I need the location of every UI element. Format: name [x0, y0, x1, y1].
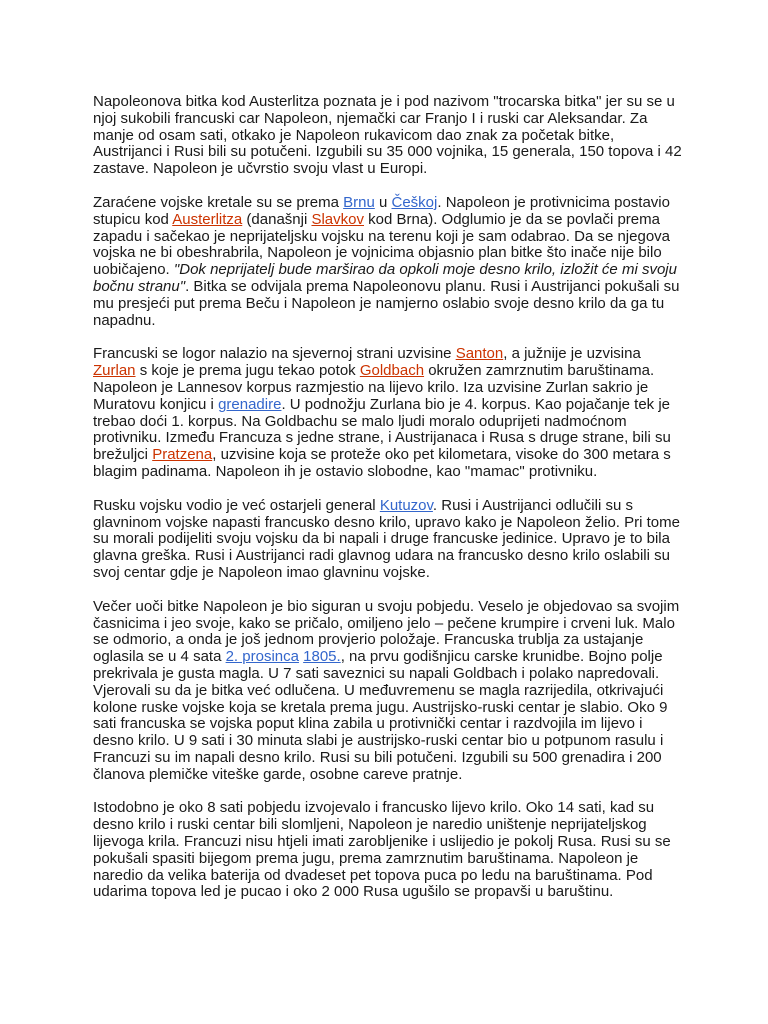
link-santon[interactable]: Santon: [455, 345, 504, 363]
link-austerlitz[interactable]: Austerlitza: [172, 210, 243, 228]
paragraph-armies: [93, 195, 683, 329]
article-body: [93, 94, 683, 918]
paragraph-camp: [93, 346, 683, 480]
text: Rusku vojsku vodio je već ostarjeli general: [93, 496, 380, 514]
text: u: [374, 193, 392, 211]
text: s koje je prema jugu tekao potok: [135, 362, 360, 380]
text: . Napoleon je protivnicima postavio stupicu kod: [93, 193, 670, 228]
text: okružen zamrznutim baruštinama. Napoleon je Lannesov korpus razmjestio na lijevo krilo. Iza uzvisine Zurlan sakrio je Muratovu konjicu i: [93, 362, 655, 413]
link-zurlan[interactable]: Zurlan: [93, 362, 136, 380]
text: (današnji: [242, 210, 312, 228]
text: , uzvisine koja se proteže oko pet kilometara, visoke do 300 metara s blagim padinama. Napoleon ih je ostavio slobodne, kao "mamac" protivniku.: [93, 446, 671, 480]
paragraph-kutuzov: [93, 498, 683, 582]
napoleon-quote: "Dok neprijatelj bude marširao da opkoli moje desno krilo, izložit će mi svoju bočnu stranu": [93, 261, 677, 295]
paragraph-left-wing: Istodobno je oko 8 sati pobjedu izvojevalo i francusko lijevo krilo. Oko 14 sati, kad su desno krilo i ruski centar bili slomljeni, Napoleon je naredio uništenje neprijateljskog lijevoga krila. Francuzi nisu htjeli imati zarobljenike i uslijedio je pokolj Rusa. Rusi su se pokušali spasiti bijegom prema jugu, prema zamrznutim baruštinama. Napoleon je naredio da velika baterija od dvadeset pet topova puca po ledu na baruštinama. Pod udarima topova led je pucao i oko 2 000 Rusa ugušilo se propavši u baruštinu.: [93, 799, 671, 901]
link-brno[interactable]: Brnu: [343, 193, 375, 211]
link-goldbach[interactable]: Goldbach: [359, 362, 425, 380]
text: . Bitka se odvijala prema Napoleonovu planu. Rusi i Austrijanci pokušali su mu presjeći put prema Beču i Napoleon je namjerno oslabio svoje desno krilo da ga tu napadnu.: [93, 277, 680, 329]
paragraph-battle-eve: [93, 599, 683, 784]
text: , na prvu godišnjicu carske krunidbe. Bojno polje prekrivala je gusta magla. U 7 sati saveznici su napali Goldbach i polako napredovali. Vjerovali su da je bitka već odlučena. U međuvremenu se magla razrijedila, otkrivajući kolone ruske vojske koja se kretala prema jugu. Austrijsko-ruski centar je slabio. Oko 9 sati francuska se vojska poput klina zabila u protivnički centar i razdvojila im lijevo i desno krilo. U 9 sati i 30 minuta slabi je austrijsko-ruski centar bio u potpunom rasulu i Francuzi su im napali desno krilo. Rusi su bili potučeni. Izgubili su 500 grenadira i 200 članova plemičke viteške garde, osobne careve pratnje.: [93, 648, 668, 783]
link-date[interactable]: 2. prosinca: [225, 648, 299, 666]
link-slavkov[interactable]: Slavkov: [311, 210, 364, 228]
text: kod Brna). Odglumio je da se povlači prema zapadu i sačekao je neprijateljsku vojsku na terenu koji je sam odabrao. Da se njegova vojska ne bi obeshrabrila, Napoleon je vojnicima objasnio plan bitke što inače nije bilo uobičajeno.: [93, 210, 671, 279]
link-year[interactable]: 1805.: [303, 648, 341, 666]
paragraph-intro: Napoleonova bitka kod Austerlitza poznata je i pod nazivom "trocarska bitka" jer su se u njoj sukobili francuski car Napoleon, njemački car Franjo I i ruski car Aleksandar. Za manje od osam sati, otkako je Napoleon rukavicom dao znak za početak bitke, Austrijanci i Rusi bili su potučeni. Izgubili su 35 000 vojnika, 15 generala, 150 topova i 42 zastave. Napoleon je učvrstio svoju vlast u Europi.: [93, 93, 682, 178]
link-ceska[interactable]: Češkoj: [391, 193, 438, 211]
link-kutuzov[interactable]: Kutuzov: [379, 496, 433, 514]
text: , a južnije je uzvisina: [503, 345, 641, 363]
text: Francuski se logor nalazio na sjevernoj strani uzvisine: [93, 345, 456, 363]
link-grenadire[interactable]: grenadire: [218, 395, 282, 413]
link-pratzena[interactable]: Pratzena: [152, 446, 213, 464]
text: Večer uoči bitke Napoleon je bio siguran u svoju pobjedu. Veselo je objedovao sa svojim časnicima i jeo svoje, kako se pričalo, omiljeno jelo – pečene krumpire i crveni luk. Malo se odmorio, a onda je još jednom provjerio položaje. Francuska trublja za ustajanje oglasila se u 4 sata: [93, 597, 680, 666]
text: Zaraćene vojske kretale su se prema: [93, 193, 344, 211]
text: . Rusi i Austrijanci odlučili su s glavninom vojske napasti francusko desno krilo, upravo kako je Napoleon želio. Pri tome su morali podijeliti svoju vojsku da bi napali i druge francuske jedinice. Upravo je to bila glavna greška. Rusi i Austrijanci radi glavnog udara na francusko desno krilo oslabili su svoj centar gdje je Napoleon imao glavninu vojske.: [93, 496, 680, 581]
text: . U podnožju Zurlana bio je 4. korpus. Kao pojačanje tek je trebao doći 1. korpus. Na Goldbachu se malo ljudi moralo oduprijeti nadmoćnom protivniku. Između Francuza s jedne strane, i Austrijanaca i Rusa s druge strane, bili su brežuljci: [93, 395, 671, 464]
